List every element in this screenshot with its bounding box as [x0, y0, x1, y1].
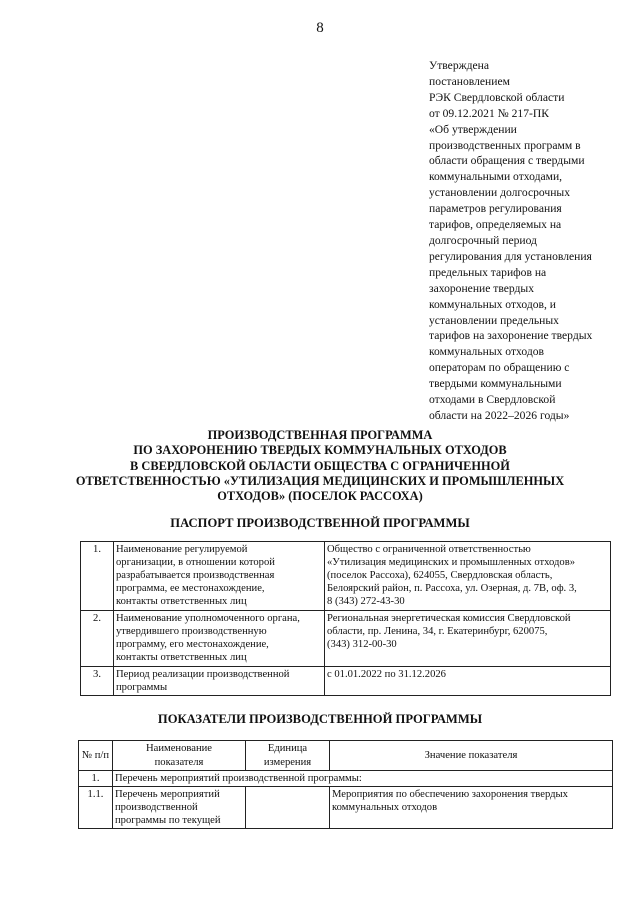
cell-line: Перечень мероприятий	[115, 789, 220, 801]
approval-line: долгосрочный период	[429, 233, 537, 247]
cell-line: разрабатывается производственная	[116, 570, 275, 582]
cell-line: Общество с ограниченной ответственностью	[327, 544, 531, 555]
cell-line: производственной	[115, 802, 198, 814]
passport-table	[80, 541, 611, 696]
title-line: ПО ЗАХОРОНЕНИЮ ТВЕРДЫХ КОММУНАЛЬНЫХ ОТХОДОВ	[133, 443, 507, 458]
cell-line: программы	[116, 682, 168, 694]
approval-line: предельных тарифов на	[429, 265, 547, 279]
program-title	[0, 428, 640, 504]
table-row	[81, 667, 611, 696]
row-number: 1.	[79, 771, 113, 787]
cell-line: коммунальных отходов	[332, 802, 438, 814]
approval-line: твердыми коммунальными	[429, 377, 562, 391]
approval-line: регулирования для установления	[429, 249, 592, 263]
indicators-table	[78, 740, 613, 829]
passport-heading: ПАСПОРТ ПРОИЗВОДСТВЕННОЙ ПРОГРАММЫ	[170, 516, 470, 530]
cell-line: программу, его местонахождение,	[116, 639, 269, 651]
approval-line: «Об утверждении	[429, 122, 517, 136]
approval-line: коммунальными отходами,	[429, 170, 563, 184]
approval-line: параметров регулирования	[429, 202, 562, 216]
cell-line: Белоярский район, п. Рассоха, ул. Озерная, д. 7В, оф. 3,	[327, 583, 577, 595]
row-number: 1.	[81, 542, 114, 611]
approval-line: тарифов на захоронение твердых	[429, 329, 593, 343]
row-label	[114, 611, 325, 667]
cell-line: (343) 312-00-30	[327, 639, 397, 651]
cell-line: Мероприятия по обеспечению захоронения твердых	[332, 789, 568, 801]
cell-line: Наименование уполномоченного органа,	[116, 613, 300, 624]
approval-line: захоронение твердых	[429, 281, 535, 295]
table-row	[81, 542, 611, 611]
cell-line: Период реализации производственной	[116, 669, 290, 680]
cell-line: измерения	[263, 756, 312, 768]
cell-line: 8 (343) 272-43-30	[327, 596, 405, 608]
title-line: В СВЕРДЛОВСКОЙ ОБЛАСТИ ОБЩЕСТВА С ОГРАНИЧЕННОЙ	[130, 458, 510, 473]
approval-stamp	[429, 58, 619, 424]
cell-line: «Утилизация медицинских и промышленных отходов»	[327, 557, 576, 569]
table-row	[81, 611, 611, 667]
approval-line: производственных программ в	[429, 138, 581, 152]
header-unit	[246, 741, 330, 771]
cell-line: Наименование	[146, 743, 212, 755]
cell-line: (поселок Рассоха), 624055, Свердловская область,	[327, 570, 553, 582]
cell-line: области, пр. Ленина, 34, г. Екатеринбург, 620075,	[327, 626, 548, 638]
cell-line: контакты ответственных лиц	[116, 652, 247, 664]
cell-line: Региональная энергетическая комиссия Свердловской	[327, 613, 571, 624]
approval-line: области обращения с твердыми	[429, 154, 585, 168]
table-row	[79, 787, 613, 829]
approval-line: постановлением	[429, 74, 510, 88]
approval-line: отходами в Свердловской	[429, 393, 556, 407]
header-name	[113, 741, 246, 771]
approval-line: от 09.12.2021 № 217-ПК	[429, 106, 549, 120]
table-row	[79, 771, 613, 787]
cell-line: Единица	[267, 743, 308, 755]
approval-line: коммунальных отходов	[429, 345, 545, 359]
approval-line: тарифов, определяемых на	[429, 218, 562, 232]
row-value	[325, 542, 611, 611]
title-line: ОТВЕТСТВЕННОСТЬЮ «УТИЛИЗАЦИЯ МЕДИЦИНСКИХ И ПРОМЫШЛЕННЫХ	[75, 473, 565, 488]
page-number: 8	[316, 20, 324, 36]
approval-line: Утверждена	[429, 59, 490, 72]
cell-line: показателя	[154, 756, 204, 768]
approval-line: коммунальных отходов, и	[429, 297, 557, 311]
header-num: № п/п	[79, 741, 113, 771]
indicators-heading: ПОКАЗАТЕЛИ ПРОИЗВОДСТВЕННОЙ ПРОГРАММЫ	[157, 712, 483, 726]
cell-line: программа, ее местонахождение,	[116, 583, 265, 595]
row-number: 3.	[81, 667, 114, 696]
title-line: ОТХОДОВ» (ПОСЕЛОК РАССОХА)	[217, 489, 423, 504]
cell-line: с 01.01.2022 по 31.12.2026	[327, 669, 446, 680]
row-label	[114, 667, 325, 696]
row-value	[325, 611, 611, 667]
approval-line: установлении долгосрочных	[429, 186, 571, 200]
approval-line: установлении предельных	[429, 313, 559, 327]
title-line: ПРОИЗВОДСТВЕННАЯ ПРОГРАММА	[207, 428, 433, 442]
row-value	[325, 667, 611, 696]
row-label	[114, 542, 325, 611]
cell-line: утвердившего производственную	[116, 626, 267, 638]
table-header-row	[79, 741, 613, 771]
approval-line: операторам по обращению с	[429, 361, 570, 375]
approval-line: области на 2022–2026 годы»	[429, 408, 570, 422]
cell-line: программы по текущей	[115, 815, 221, 827]
row-text: Перечень мероприятий производственной программы:	[113, 771, 613, 787]
row-number: 2.	[81, 611, 114, 667]
row-label	[113, 787, 246, 829]
cell-line: Наименование регулируемой	[116, 544, 248, 555]
cell-line: контакты ответственных лиц	[116, 596, 247, 608]
approval-line: РЭК Свердловской области	[429, 90, 565, 104]
row-number: 1.1.	[79, 787, 113, 829]
header-value: Значение показателя	[330, 741, 613, 771]
cell-line: организации, в отношении которой	[116, 557, 275, 569]
row-value	[330, 787, 613, 829]
row-unit	[246, 787, 330, 829]
